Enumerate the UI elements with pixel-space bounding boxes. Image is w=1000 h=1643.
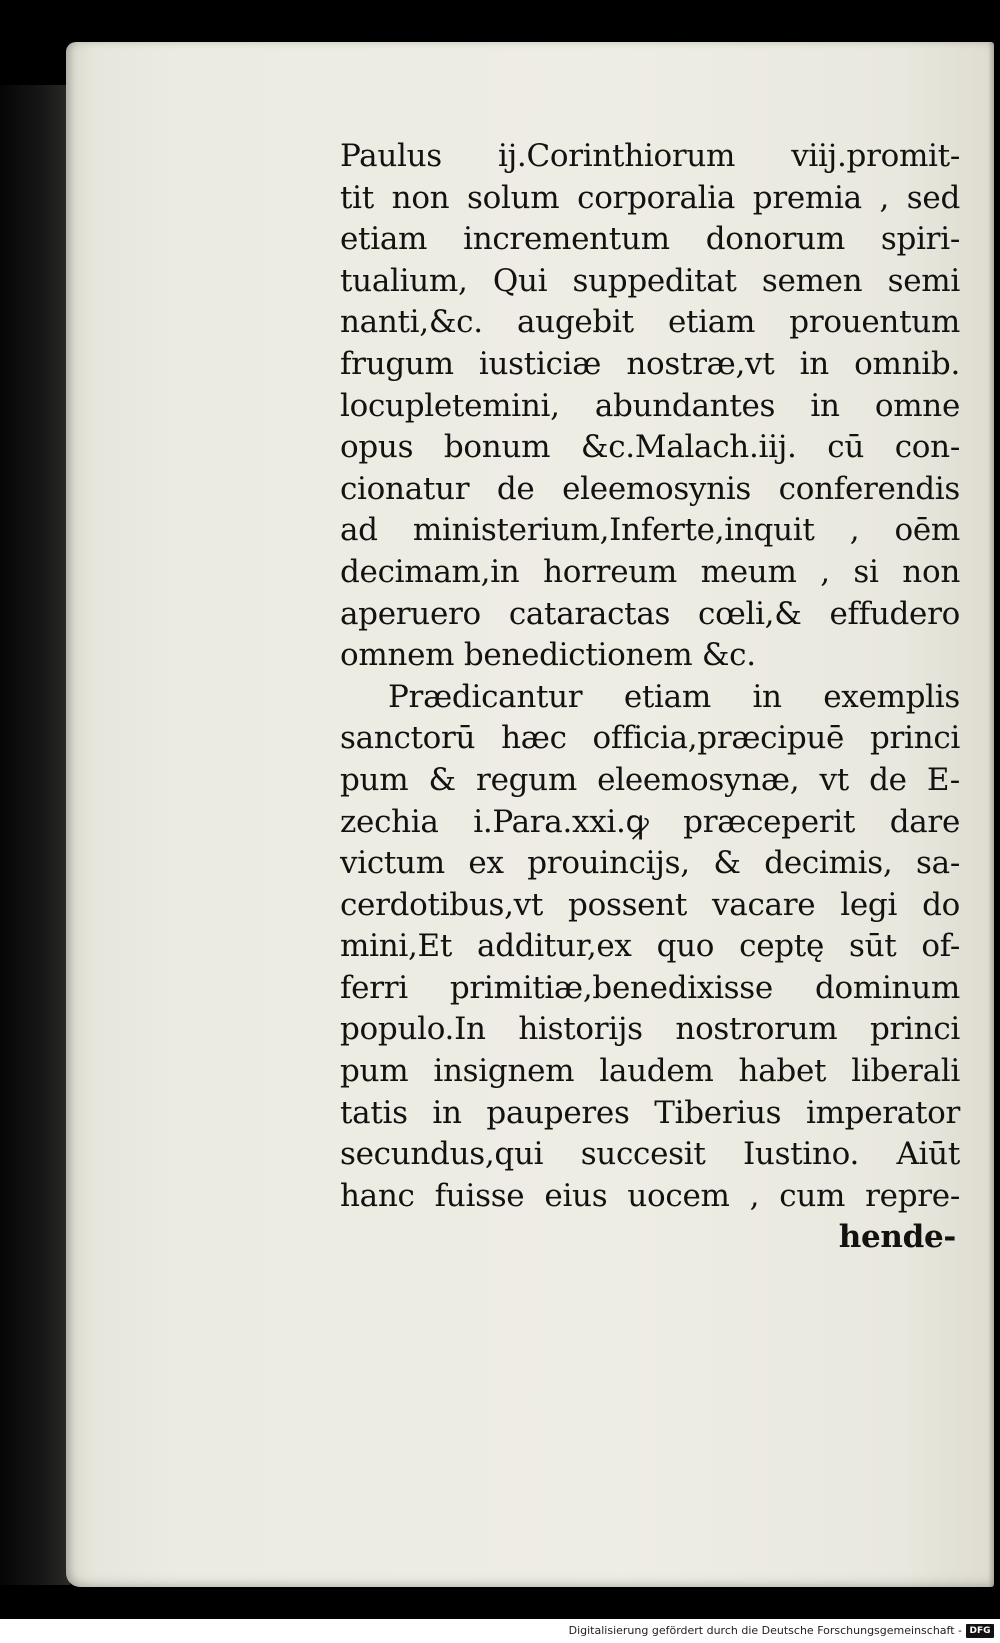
text-line: mini,Et additur,ex quo ceptę sūt of- — [340, 928, 960, 965]
funding-credit: Digitalisierung gefördert durch die Deutsche Forschungsgemeinschaft - — [568, 1624, 962, 1637]
text-line: secundus,qui succesit Iustino. Aiūt — [340, 1136, 960, 1173]
text-line: aperuero cataractas cœli,& effudero — [340, 595, 960, 632]
text-line: populo.In historijs nostrorum princi — [340, 1011, 960, 1048]
text-line: hanc fuisse eius uocem , cum repre- — [340, 1177, 960, 1214]
text-line: victum ex prouincijs, & decimis, sa- — [340, 845, 960, 882]
text-line: tualium, Qui suppeditat semen semi — [340, 262, 960, 299]
binding-shadow — [0, 85, 70, 1585]
text-line: omnem benedictionem &c. — [340, 637, 756, 674]
text-line: locupletemini, abundantes in omne — [340, 387, 960, 424]
text-line: frugum iusticiæ nostræ,vt in omnib. — [340, 345, 960, 382]
text-line: decimam,in horreum meum , si non — [340, 553, 960, 590]
text-line: sanctorū hæc officia,præcipuē princi — [340, 720, 960, 757]
text-line: pum insignem laudem habet liberali — [340, 1053, 960, 1090]
text-line: ad ministerium,Inferte,inquit , oēm — [340, 512, 960, 549]
text-line: ferri primitiæ,benedixisse dominum — [340, 969, 960, 1006]
text-line: tit non solum corporalia premia , sed — [340, 179, 960, 216]
text-line: Paulus ij.Corinthiorum viij.promit- — [340, 138, 960, 174]
text-line: opus bonum &c.Malach.iij. cū con- — [340, 429, 960, 466]
page-text — [340, 136, 960, 1259]
text-line: etiam incrementum donorum spiri- — [340, 221, 960, 258]
text-line: pum & regum eleemosynæ, vt de E- — [340, 761, 960, 798]
text-line: zechia i.Para.xxi.ꝙ præceperit dare — [340, 803, 960, 840]
text-line: nanti,&c. augebit etiam prouentum — [340, 304, 960, 341]
dfg-logo: DFG — [966, 1624, 994, 1638]
page-edge — [988, 42, 994, 1587]
text-line: tatis in pauperes Tiberius imperator — [340, 1094, 960, 1131]
text-line: cionatur de eleemosynis conferendis — [340, 470, 960, 507]
catchword: hende- — [838, 1219, 956, 1256]
paragraph-start-line: Prædicantur etiam in exemplis — [388, 678, 960, 715]
text-line: cerdotibus,vt possent vacare legi do — [340, 886, 960, 923]
